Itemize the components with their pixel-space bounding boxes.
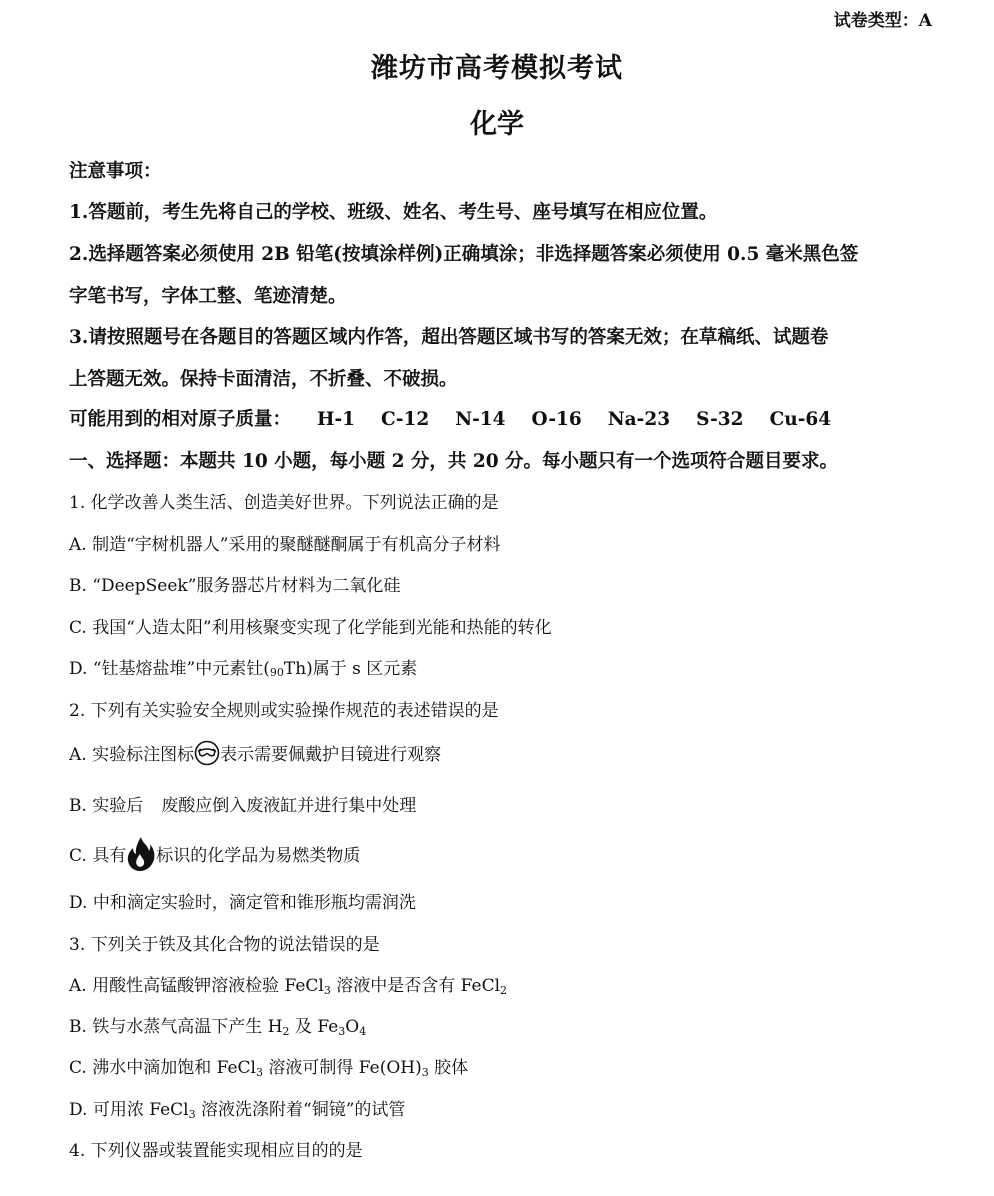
- mass-o: O-16: [531, 409, 582, 430]
- q2-c-text-2: 标识的化学品为易燃类物质: [156, 846, 361, 866]
- q3-c-text-3: 胶体: [428, 1058, 469, 1078]
- q2-a-text-1: A. 实验标注图标: [69, 745, 195, 765]
- q1-option-d: [69, 654, 417, 679]
- notes-heading: 注意事项：: [69, 161, 162, 182]
- q3-d-text-1: D. 可用浓 FeCl: [69, 1100, 189, 1120]
- q2-option-b: [69, 791, 416, 816]
- q1-option-b: B. “DeepSeek”服务器芯片材料为二氧化硅: [69, 576, 401, 596]
- q2-b-text-1: B. 实验后: [69, 796, 144, 816]
- q3-c-subscript-1: 3: [255, 1066, 263, 1079]
- goggles-icon: [194, 740, 220, 771]
- mass-na: Na-23: [607, 409, 671, 430]
- notes-item-2-line-1: 2.选择题答案必须使用 2B 铅笔(按填涂样例)正确填涂；非选择题答案必须使用 0.5 毫米黑色签: [69, 244, 859, 265]
- q3-d-text-2: 溶液洗涤附着“铜镜”的试管: [195, 1100, 406, 1120]
- q3-b-text-2: 及 Fe: [289, 1017, 339, 1037]
- mass-h: H-1: [317, 409, 356, 430]
- q3-c-subscript-2: 3: [421, 1066, 429, 1079]
- q3-option-b: [69, 1012, 366, 1038]
- notes-item-3-line-2: 上答题无效。保持卡面清洁，不折叠、不破损。: [69, 369, 458, 390]
- q3-c-text-2: 溶液可制得 Fe(OH): [262, 1058, 422, 1078]
- q3-option-c: [69, 1053, 468, 1079]
- q1-stem: 1. 化学改善人类生活、创造美好世界。下列说法正确的是: [69, 493, 499, 513]
- flame-icon: [126, 836, 156, 877]
- q2-a-text-2: 表示需要佩戴护目镜进行观察: [220, 745, 442, 765]
- exam-title: 潍坊市高考模拟考试: [371, 53, 623, 84]
- mass-c: C-12: [381, 409, 430, 430]
- q3-a-subscript-2: 2: [500, 984, 508, 997]
- atomic-masses: [69, 405, 831, 431]
- q3-b-subscript-2: 3: [338, 1025, 346, 1038]
- section-1-heading: 一、选择题：本题共 10 小题，每小题 2 分，共 20 分。每小题只有一个选项符合题目要求。: [69, 451, 839, 472]
- q3-b-subscript-1: 2: [282, 1025, 290, 1038]
- mass-n: N-14: [455, 409, 506, 430]
- q2-option-d: D. 中和滴定实验时，滴定管和锥形瓶均需润洗: [69, 893, 416, 913]
- q1-d-subscript: 90: [269, 666, 284, 679]
- q3-a-text-2: 溶液中是否含有 FeCl: [330, 976, 501, 996]
- subject-title: 化学: [470, 109, 524, 140]
- q2-stem: 2. 下列有关实验安全规则或实验操作规范的表述错误的是: [69, 701, 499, 721]
- mass-s: S-32: [696, 409, 744, 430]
- q3-d-subscript-1: 3: [188, 1108, 196, 1121]
- q1-d-text-2: Th)属于 s 区元素: [283, 659, 418, 679]
- q2-option-a: [69, 740, 441, 771]
- q3-b-subscript-3: 4: [359, 1025, 367, 1038]
- q4-stem: 4. 下列仪器或装置能实现相应目的的是: [69, 1141, 363, 1161]
- q2-b-text-2: 废酸应倒入废液缸并进行集中处理: [161, 796, 417, 816]
- notes-item-1: 1.答题前，考生先将自己的学校、班级、姓名、考生号、座号填写在相应位置。: [69, 202, 718, 223]
- q1-option-c: C. 我国“人造太阳”利用核聚变实现了化学能到光能和热能的转化: [69, 618, 552, 638]
- q3-c-text-1: C. 沸水中滴加饱和 FeCl: [69, 1058, 256, 1078]
- q3-b-text-3: O: [345, 1017, 360, 1037]
- atomic-masses-label: 可能用到的相对原子质量：: [69, 409, 292, 430]
- notes-item-3-line-1: 3.请按照题号在各题目的答题区域内作答，超出答题区域书写的答案无效；在草稿纸、试题卷: [69, 327, 829, 348]
- q2-c-text-1: C. 具有: [69, 846, 127, 866]
- q2-option-c: [69, 836, 360, 877]
- q1-d-text-1: D. “钍基熔盐堆”中元素钍(: [69, 659, 270, 679]
- q3-a-subscript-1: 3: [323, 984, 331, 997]
- q3-option-d: [69, 1095, 405, 1121]
- q3-a-text-1: A. 用酸性高锰酸钾溶液检验 FeCl: [69, 976, 324, 996]
- q3-option-a: [69, 971, 507, 997]
- mass-cu: Cu-64: [769, 409, 832, 430]
- q3-stem: 3. 下列关于铁及其化合物的说法错误的是: [69, 935, 380, 955]
- notes-item-2-line-2: 字笔书写，字体工整、笔迹清楚。: [69, 286, 347, 307]
- q1-option-a: A. 制造“宇树机器人”采用的聚醚醚酮属于有机高分子材料: [69, 535, 501, 555]
- q3-b-text-1: B. 铁与水蒸气高温下产生 H: [69, 1017, 283, 1037]
- paper-type-label: 试卷类型：A: [833, 11, 932, 31]
